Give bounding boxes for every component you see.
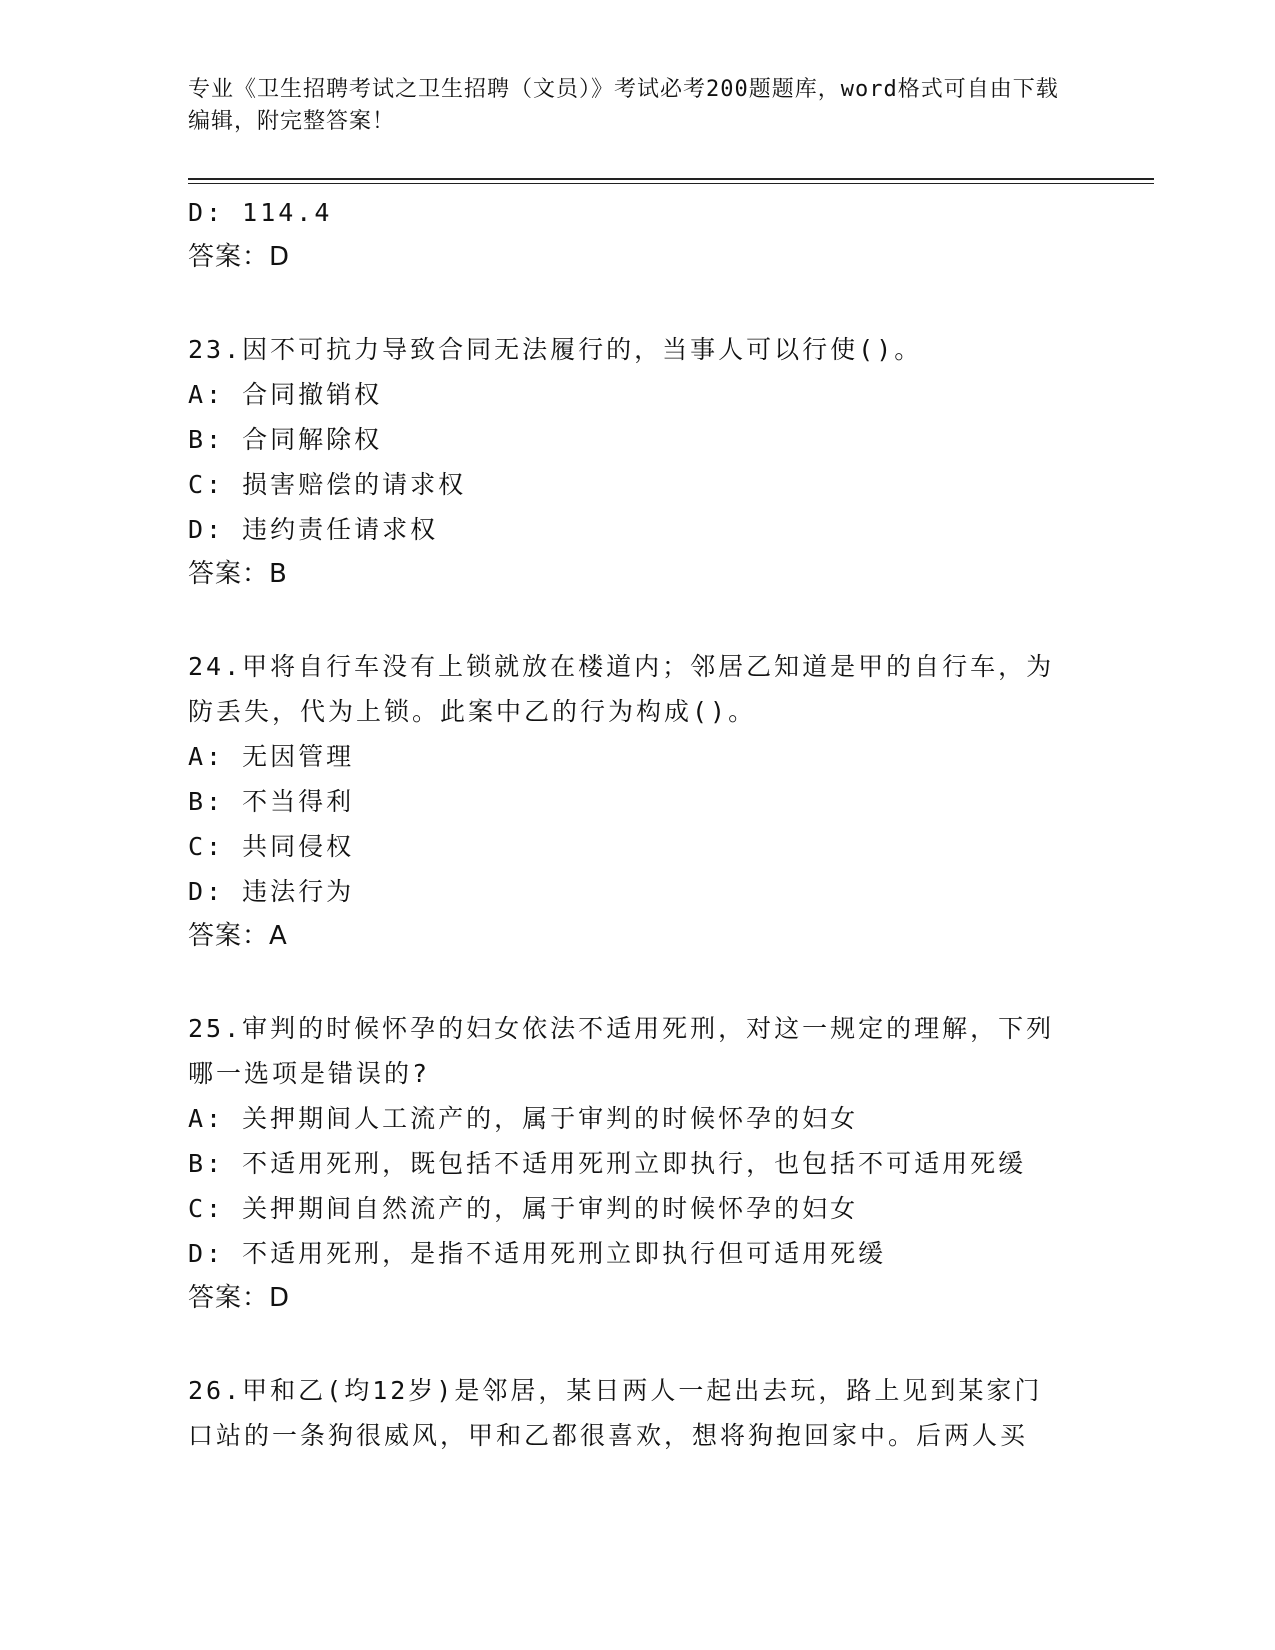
question-text: 23.因不可抗力导致合同无法履行的，当事人可以行使()。 <box>188 335 923 364</box>
question-text: 26.甲和乙(均12岁)是邻居，某日两人一起出去玩，路上见到某家门口站的一条狗很威风，甲和乙都很喜欢，想将狗抱回家中。后两人买 <box>188 1376 1043 1450</box>
option-b: B: 合同解除权 <box>188 425 383 454</box>
question-24 <box>188 644 1088 959</box>
answer: 答案：A <box>188 921 288 951</box>
question-text: 25.审判的时候怀孕的妇女依法不适用死刑，对这一规定的理解，下列哪一选项是错误的? <box>188 1014 1055 1088</box>
document-content <box>188 190 1088 1458</box>
option-b: B: 不适用死刑，既包括不适用死刑立即执行，也包括不可适用死缓 <box>188 1149 1027 1178</box>
option-d: D: 违法行为 <box>188 877 355 906</box>
option-c: C: 损害赔偿的请求权 <box>188 470 467 499</box>
question-26 <box>188 1368 1088 1458</box>
option-a: A: 合同撤销权 <box>188 380 383 409</box>
answer: 答案：D <box>188 1283 291 1313</box>
option-d: D: 违约责任请求权 <box>188 515 439 544</box>
question-23 <box>188 327 1088 597</box>
option-a: A: 关押期间人工流产的，属于审判的时候怀孕的妇女 <box>188 1104 859 1133</box>
prev-answer: 答案：D <box>188 242 291 272</box>
question-text: 24.甲将自行车没有上锁就放在楼道内；邻居乙知道是甲的自行车，为防丢失，代为上锁。此案中乙的行为构成()。 <box>188 652 1055 726</box>
option-a: A: 无因管理 <box>188 742 355 771</box>
prev-option-d: D: 114.4 <box>188 198 333 227</box>
header-divider <box>188 178 1154 184</box>
question-25 <box>188 1006 1088 1321</box>
option-d: D: 不适用死刑，是指不适用死刑立即执行但可适用死缓 <box>188 1239 887 1268</box>
answer: 答案：B <box>188 559 288 589</box>
option-c: C: 共同侵权 <box>188 832 355 861</box>
option-c: C: 关押期间自然流产的，属于审判的时候怀孕的妇女 <box>188 1194 859 1223</box>
page-header: 专业《卫生招聘考试之卫生招聘（文员）》考试必考200题题库，word格式可自由下载编辑，附完整答案！ <box>188 77 1059 134</box>
option-b: B: 不当得利 <box>188 787 355 816</box>
